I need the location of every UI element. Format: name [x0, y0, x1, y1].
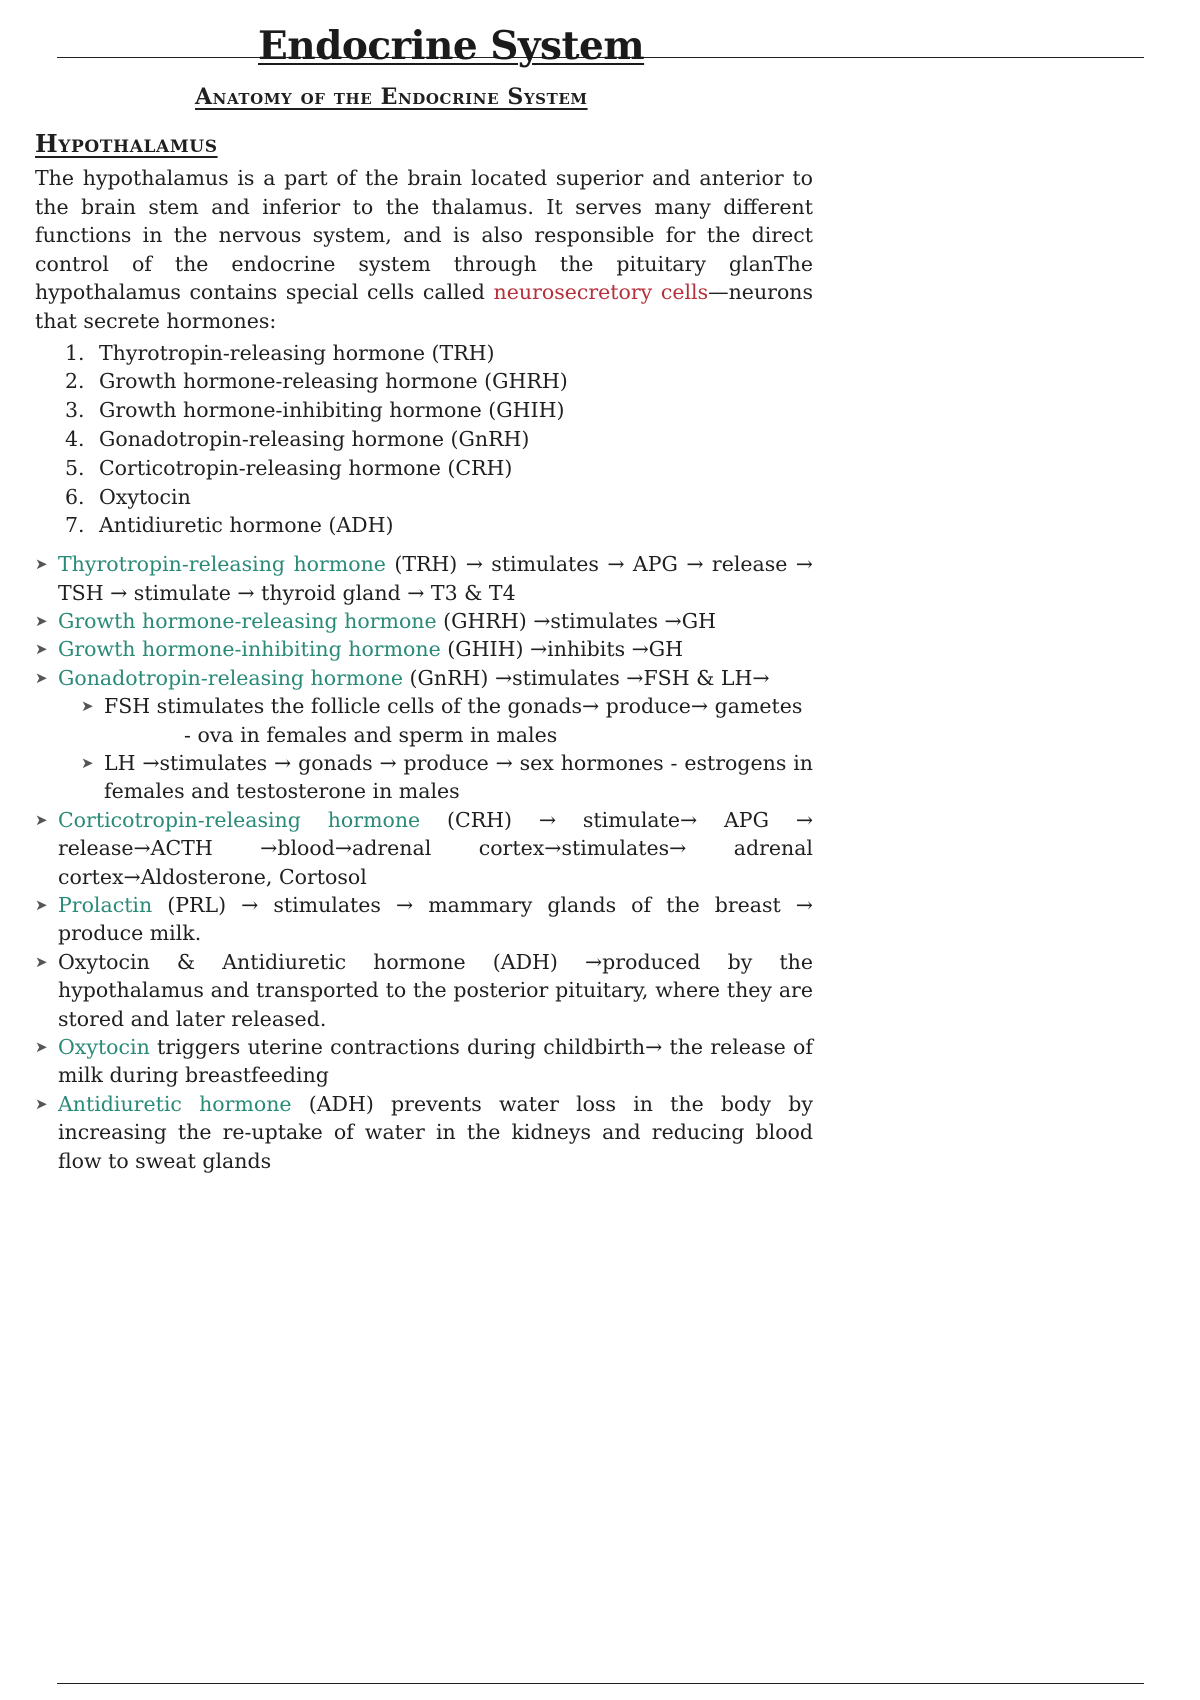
note-term: Oxytocin: [58, 1035, 150, 1060]
note-term: Corticotropin-releasing hormone: [58, 807, 421, 832]
list-text: Gonadotropin-releasing hormone (GnRH): [99, 426, 530, 451]
hormone-notes: [35, 550, 813, 1175]
arrow-bullet-icon: ➤: [35, 1038, 48, 1057]
arrow-bullet-icon: ➤: [35, 952, 48, 971]
list-item: [65, 454, 813, 483]
list-text: Growth hormone-inhibiting hormone (GHIH): [99, 398, 565, 423]
note-trh: [35, 550, 813, 607]
note-term: Growth hormone-inhibiting hormone: [58, 637, 441, 662]
arrow-bullet-icon: ➤: [81, 697, 94, 716]
hormone-list: [35, 339, 813, 541]
note-oxytocin: [35, 1033, 813, 1090]
list-item: [65, 425, 813, 454]
note-text: LH →stimulates → gonads → produce → sex hormones - estrogens in females and testosterone in males: [104, 750, 813, 804]
list-number: 1.: [65, 340, 85, 365]
list-text: Growth hormone-releasing hormone (GHRH): [99, 369, 568, 394]
subsection-title: Hypothalamus: [35, 129, 218, 158]
note-text: (GHIH) →inhibits →GH: [440, 637, 684, 662]
arrow-bullet-icon: ➤: [35, 810, 48, 829]
list-item: [65, 396, 813, 425]
note-term: Gonadotropin-releasing hormone: [58, 665, 404, 690]
note-term: Thyrotropin-releasing hormone: [58, 552, 386, 577]
list-text: Thyrotropin-releasing hormone (TRH): [99, 340, 495, 365]
note-prl: [35, 891, 813, 948]
list-number: 4.: [65, 426, 85, 451]
list-text: Antidiuretic hormone (ADH): [99, 513, 394, 538]
list-number: 7.: [65, 513, 85, 538]
note-text: (PRL) → stimulates → mammary glands of the breast → produce milk.: [58, 893, 813, 946]
list-text: Corticotropin-releasing hormone (CRH): [99, 455, 513, 480]
note-text: (TRH) → stimulates → APG → release → TSH → stimulate → thyroid gland → T3 & T4: [58, 552, 813, 605]
list-item: [65, 367, 813, 396]
note-ghrh: [35, 607, 813, 635]
intro-paragraph: [35, 164, 813, 336]
note-fsh: [81, 692, 813, 749]
arrow-bullet-icon: ➤: [81, 753, 94, 772]
arrow-bullet-icon: ➤: [35, 611, 48, 630]
note-adh: [35, 1090, 813, 1175]
list-number: 3.: [65, 398, 85, 423]
document-title: Endocrine System: [258, 23, 645, 69]
list-item: [65, 483, 813, 512]
note-text: Oxytocin & Antidiuretic hormone (ADH) →produced by the hypothalamus and transported to the posterior pituitary, where they are stored and later released.: [58, 949, 813, 1031]
list-number: 5.: [65, 455, 85, 480]
arrow-bullet-icon: ➤: [35, 555, 48, 574]
arrow-bullet-icon: ➤: [35, 1094, 48, 1113]
bottom-rule: [57, 1683, 1144, 1684]
note-text: (ADH) prevents water loss in the body by increasing the re-uptake of water in the kidneys and reducing blood flow to sweat glands: [58, 1091, 813, 1173]
note-text: (CRH) → stimulate→ APG → release→ACTH →blood→adrenal cortex→stimulates→ adrenal cortex→Aldosterone, Cortosol: [58, 807, 813, 889]
arrow-bullet-icon: ➤: [35, 896, 48, 915]
note-gnrh: [35, 664, 813, 806]
note-term: Growth hormone-releasing hormone: [58, 608, 437, 633]
list-item: [65, 511, 813, 540]
list-item: [65, 339, 813, 368]
intro-highlight-term: neurosecretory cells: [493, 280, 709, 305]
note-text: (GnRH) →stimulates →FSH & LH→: [403, 665, 770, 690]
note-lh: [81, 749, 813, 806]
note-term: Prolactin: [58, 893, 153, 918]
note-ghih: [35, 635, 813, 663]
note-text: (GHRH) →stimulates →GH: [436, 608, 716, 633]
note-text-continued: - ova in females and sperm in males: [184, 722, 558, 747]
note-term: Antidiuretic hormone: [58, 1091, 292, 1116]
section-title: Anatomy of the Endocrine System: [195, 84, 588, 110]
list-number: 6.: [65, 484, 85, 509]
note-text: FSH stimulates the follicle cells of the gonads→ produce→ gametes: [104, 694, 803, 719]
list-number: 2.: [65, 369, 85, 394]
note-oxytocin-adh: [35, 948, 813, 1033]
intro-text-end: —neurons that secrete hormones:: [35, 280, 814, 333]
gnrh-subnotes: [58, 692, 813, 806]
list-text: Oxytocin: [99, 484, 191, 509]
note-text: triggers uterine contractions during childbirth→ the release of milk during breastfeeding: [58, 1035, 813, 1088]
intro-text: The hypothalamus is a part of the brain located superior and anterior to the brain stem and inferior to the thalamus. It serves many different functions in the nervous system, and is also responsible for the direct control of the endocrine system through the pituitary glanThe hypothalamus contains special cells called: [35, 166, 813, 305]
note-crh: [35, 806, 813, 891]
arrow-bullet-icon: ➤: [35, 668, 48, 687]
document-body: [35, 164, 813, 1175]
arrow-bullet-icon: ➤: [35, 640, 48, 659]
